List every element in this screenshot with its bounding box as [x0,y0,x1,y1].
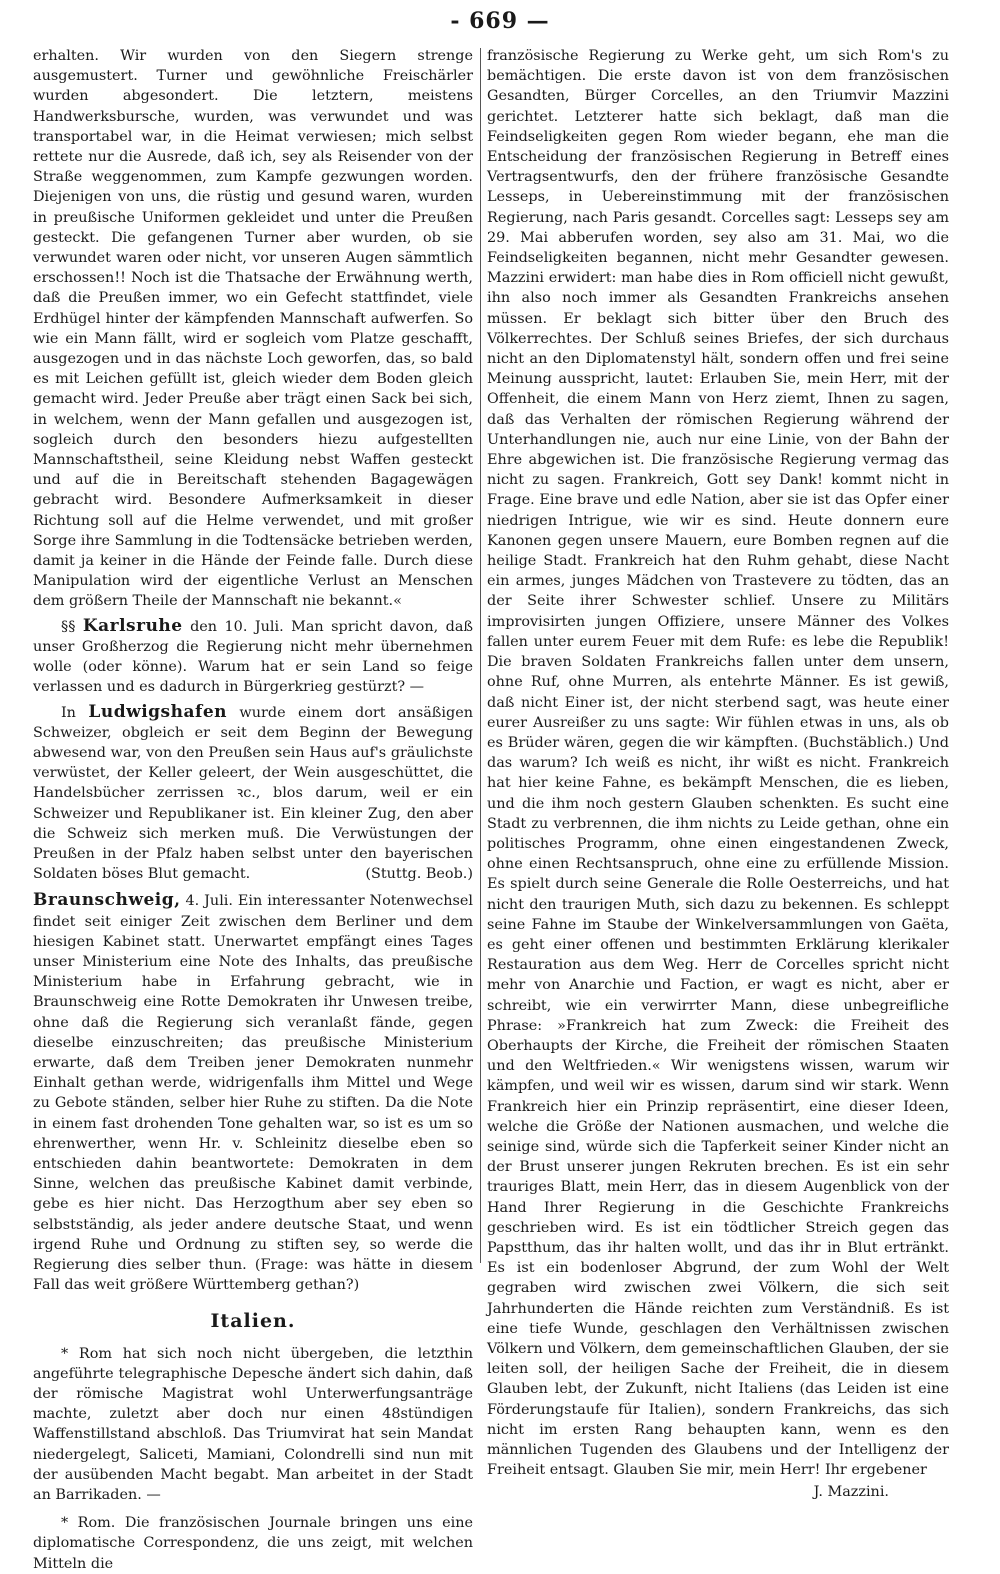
article-ludwigshafen-prefix: In [61,704,76,721]
dateline-braunschweig: Braunschweig, [33,890,181,911]
article-rom-2: * Rom. Die französischen Journale bringen uns eine diplomatische Correspondenz, die uns zeigt, mit welchen Mitteln die [33,1515,473,1572]
dateline-karlsruhe: Karlsruhe [82,615,183,636]
page-number: - 669 — [450,8,550,34]
article-braunschweig [33,890,473,1295]
left-column [33,46,474,1572]
article-rom-2-continued: französische Regierung zu Werke geht, um sich Rom's zu bemächtigen. Die erste davon ist von dem französischen Gesandten, Bürger Corcelles, an den Triumvir Mazzini gerichtet. Letzterer hatte sich beklagt, daß man die Feindseligkeiten gegen Rom wieder begann, ehe man die Entscheidung der französischen Regierung in Betreff eines Vertragsentwurfs, den der frühere französische Gesandte Lesseps, in Uebereinstimmung mit der französischen Regierung, nach Paris gesandt. Corcelles sagt: Lesseps sey am 29. Mai abberufen worden, sey also am 31. Mai, wo die Feindseligkeiten begannen, nicht mehr Gesandter gewesen. Mazzini erwidert: man habe dies in Rom officiell nicht gewußt, ihn also noch immer als Gesandten Frankreichs ansehen müssen. Er beklagt sich bitter über den Bruch des Völkerrechtes. Der Schluß seines Briefes, der sich durchaus nicht an den Diplomatenstyl hält, sondern offen und frei seine Meinung ausspricht, lautet: Erlauben Sie, mein Herr, mit der Offenheit, die einem Mann von Herz ziemt, Ihnen zu sagen, daß das Verhalten der römischen Regierung während der Unterhandlungen nie, auch nur eine Linie, von der Bahn der Ehre abgewichen ist. Die französische Regierung vermag das nicht zu sagen. Frankreich, Gott sey Dank! kommt nicht in Frage. Eine brave und edle Nation, aber sie ist das Opfer einer niedrigen Intrigue, wie wir es sind. Heute donnern eure Kanonen gegen unsere Mauern, eure Bomben regnen auf die heilige Stadt. Frankreich hat den Ruhm gehabt, diese Nacht ein armes, junges Mädchen von Trastevere zu tödten, das an der Seite ihrer Schwester schlief. Unsere zu Militärs improvisirten jungen Offiziere, unsere Männer des Volkes fallen unter eurem Feuer mit dem Rufe: es lebe die Republik! Die braven Soldaten Frankreichs fallen unter dem unsern, ohne Ruf, ohne Murren, als entehrte Männer. Es ist gewiß, daß nicht Einer ist, der nicht sterbend sagt, was heute einer eurer Ausreißer zu uns sagte: Wir fühlen etwas in uns, als ob es Brüder wären, gegen die wir kämpften. (Buchstäblich.) Und das warum? Ich weiß es nicht, ihr wißt es nicht. Frankreich hat hier keine Fahne, es bekämpft Menschen, die es lieben, und die ihm noch gestern Glauben schenkten. Es sucht eine Stadt zu verbrennen, die ihm nichts zu Leide gethan, ohne ein politisches Programm, ohne einen eingestandenen Zweck, ohne einen Rechtsanspruch, ohne eine zu erfüllende Mission. Es spielt durch seine Generale die Rolle Oesterreichs, und hat nicht den traurigen Muth, sich dazu zu bekennen. Es schleppt seine Fahne im Staube der Winkelversammlungen von Gaëta, es geht einer offenen und bestimmten Erklärung klerikaler Restauration aus dem Weg. Herr de Corcelles spricht nicht mehr von Anarchie und Faction, er wagt es nicht, aber er schreibt, wie ein verwirrter Mann, diese unbegreifliche Phrase: »Frankreich hat zum Zweck: die Freiheit des Oberhaupts der Kirche, die Freiheit der römischen Staaten und den Weltfrieden.« Wir wenigstens wissen, warum wir kämpfen, und weil wir es wissen, darum sind wir stark. Wenn Frankreich hier ein Prinzip repräsentirt, eine dieser Ideen, welche die Größe der Nationen ausmachen, und welche die seinige sind, würde sich die Tapferkeit seiner Kinder nicht an der Brust unserer jungen Rekruten brechen. Es ist ein sehr trauriges Blatt, mein Herr, das in diesem Augenblick von der Hand Ihrer Regierung in die Geschichte Frankreichs geschrieben wird. Es ist ein tödtlicher Streich gegen das Papstthum, das ihr halten wollt, und das ihr in Blut ertränkt. Es ist ein bodenloser Abgrund, der zum Wohl der Welt gegraben wird zwischen zwei Völkern, die sich seit Jahrhunderten die Hände reichten zum Verständniß. Es ist eine tiefe Wunde, geschlagen den Verhältnissen zwischen Völkern und Völkern, dem gemeinschaftlichen Glauben, der sie leiten soll, der heiligen Sache der Freiheit, die in diesem Glauben lebt, der Zukunft, nicht Italiens (das Leiden ist eine Förderungstaufe für Italien), sondern Frankreichs, das sich nicht im ersten Rang behaupten kann, wenn es den männlichen Tugenden des Glaubens und der Intelligenz der Freiheit entsagt. Glauben Sie mir, mein Herr! Ihr ergebener [487,48,949,1479]
article-karlsruhe-text: den 10. Juli. Man spricht davon, daß unser Großherzog die Regierung nicht mehr übernehmen wolle (oder könne). Warum hat er sein Land so feige verlassen und es dadurch in Bürgerkrieg gestürzt? — [33,618,474,696]
article-continuation: erhalten. Wir wurden von den Siegern strenge ausgemustert. Turner und gewöhnliche Freischärler wurden abgesondert. Die letztern, meistens Handwerksbursche, wurden, was verwundet und was transportabel war, in die Heimat verwiesen; mich selbst rettete nur die Ausrede, daß ich, sey als Reisender von der Straße weggenommen, zum Kampfe gezwungen worden. Diejenigen von uns, die rüstig und gesund waren, wurden in preußische Uniformen gekleidet und unter die Preußen gesteckt. Die gefangenen Turner aber wurden, ob sie verwundet waren oder nicht, vor unseren Augen sämmtlich erschossen!! Noch ist die Thatsache der Erwähnung werth, daß die Preußen immer, wo ein Gefecht stattfindet, viele Erdhügel hinter der kämpfenden Mannschaft aufwerfen. So wie ein Mann fällt, wird er sogleich vom Platze geschafft, ausgezogen und in das nächste Loch geworfen, das, so bald es mit Leichen gefüllt ist, gleich wieder dem Boden gleich gemacht wird. Jeder Preuße aber trägt einen Sack bei sich, in welchem, wenn der Mann gefallen und ausgezogen ist, sogleich durch den besonders hiezu aufgestellten Mannschaftstheil, seine Kleidung nebst Waffen gesteckt und auf die in Bereitschaft stehenden Bagagewägen gebracht wird. Besondere Aufmerksamkeit in dieser Richtung soll auf die Helme verwendet, und mit großer Sorge ihre Sammlung in die Todtensäcke betrieben werden, damit ja keiner in die Hände der Feinde falle. Durch diese Manipulation wird der eigentliche Verlust an Menschen dem größern Theile der Mannschaft nie bekannt.« [33,48,473,610]
section-heading-italien: Italien. [210,1310,296,1333]
article-ludwigshafen-text: wurde einem dort ansäßigen Schweizer, obgleich er seit dem Beginn der Bewegung abwesend war, von den Preußen sein Haus auf's gräulichste verwüstet, der Keller geleert, der Wein ausgeschüttet, die Handelsbücher zerrissen ꝛc., blos darum, weil er ein Schweizer und Republikaner ist. Ein kleiner Zug, den aber die Schweiz sich merken muß. Die Verwüstungen der Preußen in der Pfalz haben selbst unter den bayerischen Soldaten böses Blut gemacht. [33,704,473,883]
article-marker: §§ [61,618,76,635]
right-column [487,46,949,1501]
dateline-ludwigshafen: Ludwigshafen [88,701,227,722]
source-citation: (Stuttg. Beob.) [365,866,473,883]
article-karlsruhe [33,616,473,698]
signature-mazzini: J. Mazzini. [813,1484,889,1501]
article-rom-1: * Rom hat sich noch nicht übergeben, die letzthin angeführte telegraphische Depesche ändert sich dahin, daß der römische Magistrat wohl Unterwerfungsanträge machte, zuletzt aber doch nur einen 48stündigen Waffenstillstand abschloß. Das Triumvirat hat sein Mandat niedergelegt, Saliceti, Mamiani, Colondrelli sind nun mit der ausübenden Macht begabt. Man arbeitet in der Stadt an Barrikaden. — [33,1345,473,1504]
article-ludwigshafen [33,702,473,885]
article-braunschweig-text: 4. Juli. Ein interessanter Notenwechsel findet seit einiger Zeit zwischen dem Berliner und dem hiesigen Kabinet statt. Unerwartet empfängt eines Tages unser Ministerium eine Note des Inhalts, das preußische Ministerium habe in Erfahrung gebracht, wie in Braunschweig eine Rotte Demokraten ihr Unwesen treibe, ohne daß die Regierung sich veranlaßt fände, gegen dieselbe einzuschreiten; das preußische Ministerium erwarte, daß dem Treiben jener Demokraten nunmehr Einhalt gethan werde, widrigenfalls ihm Mittel und Wege zu Gebote ständen, selber hier Ruhe zu stiften. Da die Note in einem fast drohenden Tone gehalten war, so ist es um so ehrenwerther, wenn Hr. v. Schleinitz dieselbe eben so entschieden dahin beantwortete: Demokraten in dem Sinne, welchen das preußische Kabinet damit verbinde, gebe es hier nicht. Das Herzogthum aber sey eben so selbstständig, als jeder andere deutsche Staat, und wenn irgend Ruhe und Ordnung zu stiften sey, so werde die Regierung dies selber thun. (Frage: was hätte in diesem Fall das weit größere Württemberg gethan?) [33,893,473,1294]
column-divider [480,48,481,1263]
